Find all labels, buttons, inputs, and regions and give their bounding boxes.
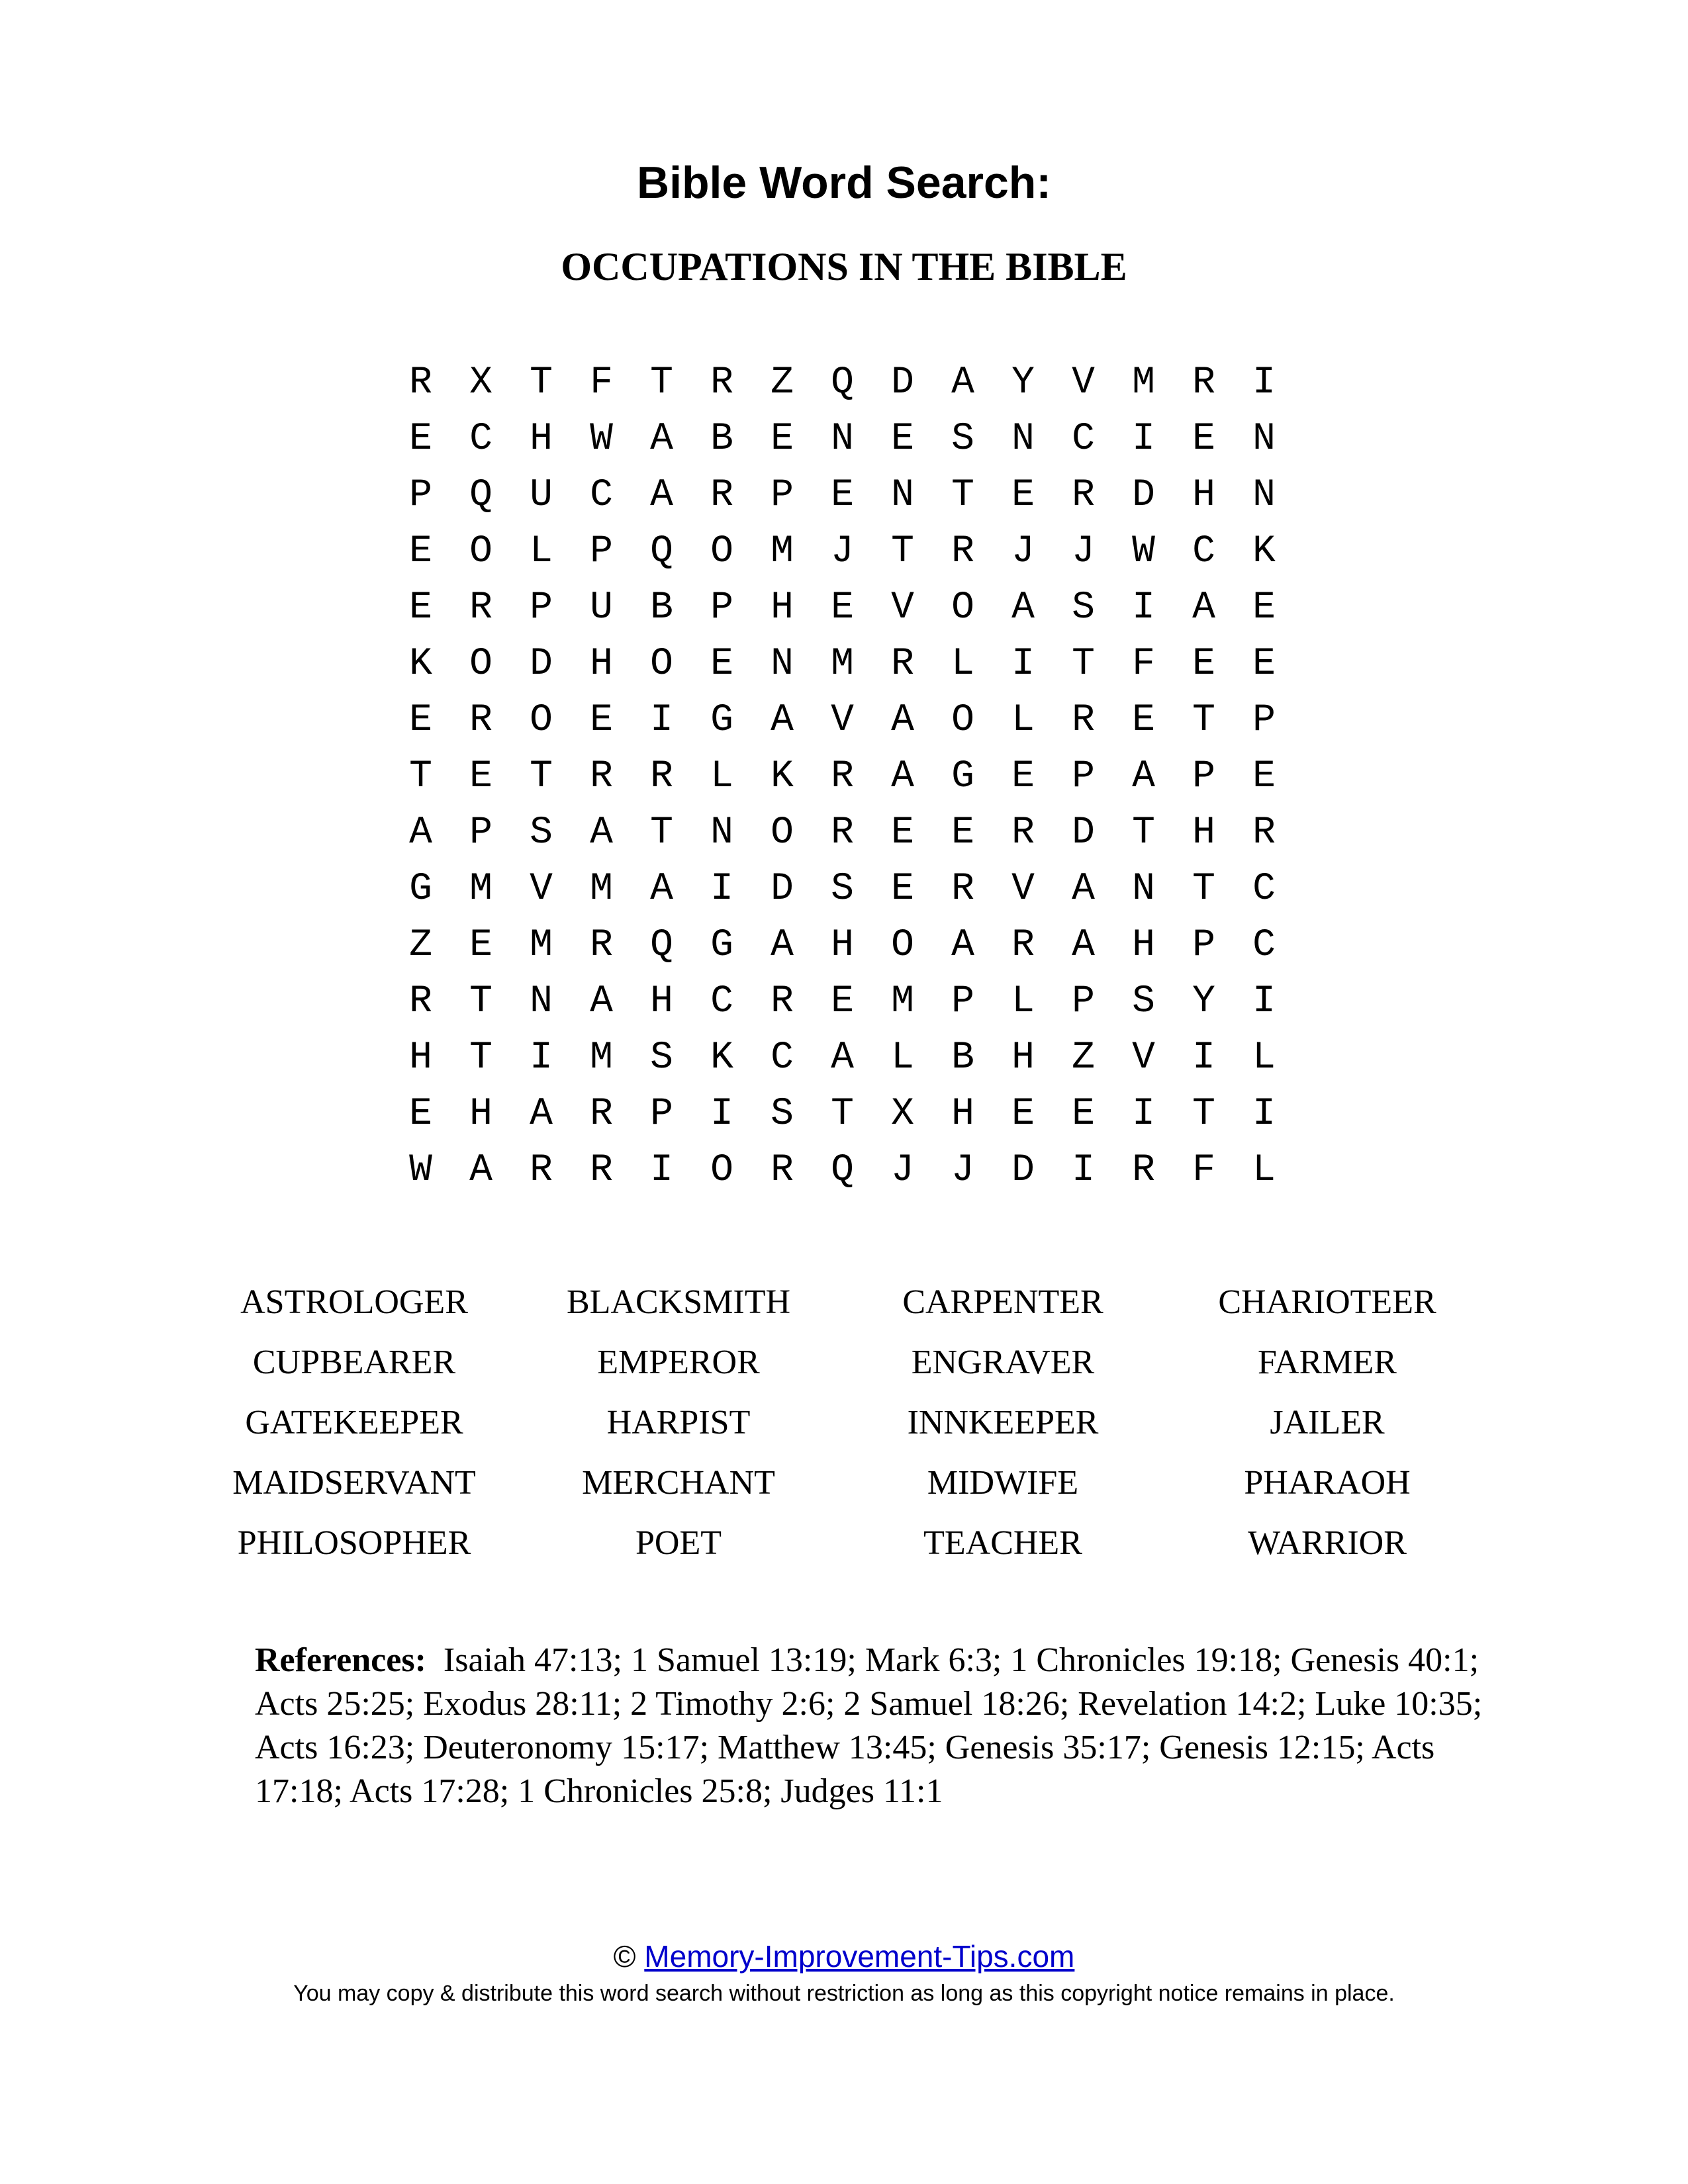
grid-letter: E [590,699,613,742]
grid-letter: A [590,980,613,1023]
grid-letter: H [469,1093,492,1136]
grid-letter: E [1011,1093,1035,1136]
grid-letter: K [1252,530,1276,573]
grid-letter: E [771,418,794,461]
grid-letter: I [1192,1036,1215,1079]
grid-letter: T [951,474,974,517]
grid-letter: P [1192,755,1215,798]
grid-letter: P [951,980,974,1023]
grid-letter: P [590,530,613,573]
grid-letter: T [650,361,673,404]
grid-letter: M [590,1036,613,1079]
grid-letter: L [530,530,553,573]
grid-letter: R [530,1149,553,1192]
grid-letter: Q [831,361,854,404]
word-list [192,1272,1489,1573]
grid-letter: A [530,1093,553,1136]
grid-letter: O [469,643,492,686]
grid-letter: H [409,1036,432,1079]
word-list-item: PHILOSOPHER [237,1524,471,1562]
grid-letter: E [891,868,914,911]
grid-letter: R [590,755,613,798]
page-subtitle: OCCUPATIONS IN THE BIBLE [561,245,1127,289]
grid-letter: H [530,418,553,461]
grid-letter: S [831,868,854,911]
grid-letter: F [1132,643,1155,686]
grid-letter: H [1192,474,1215,517]
grid-letter: L [1252,1036,1276,1079]
grid-letter: I [1252,1093,1276,1136]
grid-letter: C [590,474,613,517]
grid-letter: D [1072,811,1095,854]
grid-letter: H [771,586,794,629]
grid-letter: A [771,699,794,742]
grid-letter: K [409,643,432,686]
website-link[interactable]: Memory-Improvement-Tips.com [644,1939,1075,1974]
grid-letter: G [951,755,974,798]
grid-letter: D [1132,474,1155,517]
grid-letter: G [409,868,432,911]
references [255,1639,1499,1813]
grid-letter: P [710,586,733,629]
grid-letter: J [1011,530,1035,573]
grid-letter: V [1072,361,1095,404]
grid-letter: C [1252,868,1276,911]
grid-letter: I [1072,1149,1095,1192]
grid-letter: Z [1072,1036,1095,1079]
grid-letter: E [891,418,914,461]
grid-letter: L [951,643,974,686]
grid-letter: N [1011,418,1035,461]
grid-letter: K [710,1036,733,1079]
copyright-line [0,1938,1688,1975]
grid-letter: R [1072,474,1095,517]
grid-letter: A [1072,924,1095,967]
grid-letter: R [1192,361,1215,404]
word-list-item: POET [635,1524,722,1562]
grid-letter: S [650,1036,673,1079]
page-title: Bible Word Search: [637,158,1051,208]
grid-letter: N [831,418,854,461]
grid-letter: V [1011,868,1035,911]
grid-letter: A [951,361,974,404]
grid-letter: H [1011,1036,1035,1079]
grid-letter: R [590,1149,613,1192]
grid-letter: H [831,924,854,967]
grid-letter: R [1072,699,1095,742]
grid-letter: R [771,1149,794,1192]
grid-letter: P [530,586,553,629]
grid-letter: T [530,361,553,404]
word-list-item: TEACHER [923,1524,1082,1562]
grid-letter: A [1132,755,1155,798]
grid-letter: P [1252,699,1276,742]
grid-letter: E [951,811,974,854]
word-list-item: BLACKSMITH [566,1283,791,1321]
grid-letter: R [831,811,854,854]
grid-letter: I [1132,1093,1155,1136]
word-list-item: ASTROLOGER [240,1283,468,1321]
grid-letter: T [1192,699,1215,742]
grid-letter: M [831,643,854,686]
grid-letter: T [1132,811,1155,854]
grid-letter: E [1192,418,1215,461]
grid-letter: N [891,474,914,517]
grid-letter: G [710,924,733,967]
grid-letter: O [710,1149,733,1192]
grid-letter: E [409,1093,432,1136]
grid-letter: V [831,699,854,742]
grid-letter: A [409,811,432,854]
grid-letter: A [469,1149,492,1192]
grid-letter: T [530,755,553,798]
grid-letter: V [530,868,553,911]
grid-letter: I [1011,643,1035,686]
grid-letter: T [409,755,432,798]
grid-letter: A [891,755,914,798]
grid-letter: P [771,474,794,517]
grid-letter: R [469,586,492,629]
grid-letter: A [1072,868,1095,911]
grid-letter: H [1132,924,1155,967]
grid-letter: I [710,1093,733,1136]
word-list-item: PHARAOH [1244,1464,1411,1502]
grid-letter: B [650,586,673,629]
grid-letter: R [1011,924,1035,967]
grid-letter: I [650,699,673,742]
grid-letter: R [590,924,613,967]
grid-letter: Y [1011,361,1035,404]
grid-letter: T [1192,1093,1215,1136]
grid-letter: M [469,868,492,911]
grid-letter: G [710,699,733,742]
grid-letter: Z [409,924,432,967]
grid-letter: M [1132,361,1155,404]
grid-letter: H [590,643,613,686]
grid-letter: V [1132,1036,1155,1079]
word-list-item: HARPIST [606,1404,751,1441]
grid-letter: T [1192,868,1215,911]
grid-letter: U [530,474,553,517]
grid-letter: E [1252,586,1276,629]
references-label: References: [255,1641,426,1679]
grid-letter: O [469,530,492,573]
grid-letter: K [771,755,794,798]
word-list-item: CUPBEARER [252,1343,456,1381]
grid-letter: D [1011,1149,1035,1192]
grid-letter: U [590,586,613,629]
grid-letter: F [590,361,613,404]
grid-letter: M [771,530,794,573]
grid-letter: R [469,699,492,742]
word-list-item: GATEKEEPER [245,1404,463,1441]
grid-letter: B [710,418,733,461]
grid-letter: J [891,1149,914,1192]
word-list-item: INNKEEPER [907,1404,1099,1441]
grid-letter: N [1252,418,1276,461]
grid-letter: Q [650,924,673,967]
grid-letter: I [1252,980,1276,1023]
grid-letter: A [650,868,673,911]
grid-letter: A [771,924,794,967]
grid-letter: W [1132,530,1155,573]
word-list-item: JAILER [1270,1404,1385,1441]
grid-letter: E [409,586,432,629]
grid-letter: O [710,530,733,573]
grid-letter: N [1132,868,1155,911]
word-list-item: EMPEROR [597,1343,760,1381]
grid-letter: S [1132,980,1155,1023]
grid-letter: S [951,418,974,461]
grid-letter: J [831,530,854,573]
grid-letter: E [1252,755,1276,798]
grid-letter: A [891,699,914,742]
grid-letter: J [951,1149,974,1192]
grid-letter: R [590,1093,613,1136]
grid-letter: V [891,586,914,629]
grid-letter: T [469,1036,492,1079]
grid-letter: O [530,699,553,742]
grid-letter: H [951,1093,974,1136]
grid-letter: A [831,1036,854,1079]
grid-letter: A [1011,586,1035,629]
grid-letter: D [530,643,553,686]
grid-letter: P [469,811,492,854]
grid-letter: L [1252,1149,1276,1192]
grid-letter: I [530,1036,553,1079]
word-list-item: ENGRAVER [911,1343,1095,1381]
grid-letter: R [650,755,673,798]
word-list-item: MAIDSERVANT [232,1464,476,1502]
word-list-item: FARMER [1258,1343,1397,1381]
grid-letter: X [891,1093,914,1136]
grid-letter: E [1252,643,1276,686]
grid-letter: M [590,868,613,911]
grid-letter: N [1252,474,1276,517]
grid-letter: O [771,811,794,854]
grid-letter: P [1072,980,1095,1023]
grid-letter: E [469,755,492,798]
grid-letter: I [1252,361,1276,404]
grid-letter: R [1252,811,1276,854]
grid-letter: W [590,418,613,461]
grid-letter: R [951,868,974,911]
grid-letter: I [1132,586,1155,629]
grid-letter: R [951,530,974,573]
grid-letter: I [1132,418,1155,461]
grid-letter: T [1072,643,1095,686]
grid-letter: R [1011,811,1035,854]
grid-letter: A [650,418,673,461]
grid-letter: M [891,980,914,1023]
copyright-symbol: © [613,1939,636,1974]
grid-letter: D [771,868,794,911]
grid-letter: R [1132,1149,1155,1192]
grid-letter: D [891,361,914,404]
grid-letter: R [710,474,733,517]
grid-letter: E [891,811,914,854]
grid-letter: H [650,980,673,1023]
grid-letter: E [1011,474,1035,517]
word-list-item: MERCHANT [582,1464,775,1502]
grid-letter: N [710,811,733,854]
grid-letter: A [1192,586,1215,629]
grid-letter: O [650,643,673,686]
word-list-item: MIDWIFE [927,1464,1079,1502]
grid-letter: R [831,755,854,798]
grid-letter: P [1192,924,1215,967]
grid-letter: S [530,811,553,854]
grid-letter: P [1072,755,1095,798]
grid-letter: Y [1192,980,1215,1023]
grid-letter: I [710,868,733,911]
grid-letter: E [409,530,432,573]
grid-letter: E [1072,1093,1095,1136]
grid-letter: M [530,924,553,967]
grid-letter: S [1072,586,1095,629]
references-text: Isaiah 47:13; 1 Samuel 13:19; Mark 6:3; 1 Chronicles 19:18; Genesis 40:1; Acts 25:25; Exodus 28:11; 2 Timothy 2:6; 2 Samuel 18:26; Revelation 14:2; Luke 10:35; Acts 16:23; Deuteronomy 15:17; Matthew 13:45; Genesis 35:17; Genesis 12:15; Acts 17:18; Acts 17:28; 1 Chronicles 25:8; Judges 11:1 [255,1641,1483,1810]
grid-letter: W [409,1149,432,1192]
grid-letter: E [831,474,854,517]
grid-letter: H [1192,811,1215,854]
grid-letter: E [831,586,854,629]
word-list-item: WARRIOR [1248,1524,1407,1562]
grid-letter: C [710,980,733,1023]
grid-letter: L [891,1036,914,1079]
grid-letter: L [710,755,733,798]
grid-letter: X [469,361,492,404]
grid-letter: C [1252,924,1276,967]
grid-letter: O [951,699,974,742]
grid-letter: O [951,586,974,629]
grid-letter: J [1072,530,1095,573]
grid-letter: E [1132,699,1155,742]
grid-letter: C [771,1036,794,1079]
grid-letter: L [1011,699,1035,742]
grid-letter: A [951,924,974,967]
grid-letter: E [409,418,432,461]
grid-letter: P [409,474,432,517]
grid-letter: F [1192,1149,1215,1192]
copyright-notice: You may copy & distribute this word search without restriction as long as this copyright notice remains in place. [293,1981,1395,2006]
grid-letter: A [650,474,673,517]
grid-letter: N [530,980,553,1023]
grid-letter: R [771,980,794,1023]
grid-letter: C [1072,418,1095,461]
grid-letter: P [650,1093,673,1136]
grid-letter: T [469,980,492,1023]
grid-letter: A [590,811,613,854]
grid-letter: E [710,643,733,686]
grid-letter: E [831,980,854,1023]
grid-letter: Z [771,361,794,404]
grid-letter: R [891,643,914,686]
grid-letter: B [951,1036,974,1079]
word-list-item: CHARIOTEER [1218,1283,1436,1321]
grid-letter: E [409,699,432,742]
grid-letter: R [409,980,432,1023]
grid-letter: E [1011,755,1035,798]
grid-letter: Q [469,474,492,517]
grid-letter: C [469,418,492,461]
grid-letter: L [1011,980,1035,1023]
grid-letter: T [650,811,673,854]
grid-letter: E [469,924,492,967]
grid-letter: E [1192,643,1215,686]
grid-letter: N [771,643,794,686]
word-search-grid [391,355,1294,1199]
grid-letter: R [710,361,733,404]
grid-letter: T [831,1093,854,1136]
grid-letter: Q [650,530,673,573]
grid-letter: I [650,1149,673,1192]
word-list-item: CARPENTER [902,1283,1103,1321]
grid-letter: R [409,361,432,404]
grid-letter: C [1192,530,1215,573]
grid-letter: Q [831,1149,854,1192]
grid-letter: T [891,530,914,573]
grid-letter: S [771,1093,794,1136]
grid-letter: O [891,924,914,967]
